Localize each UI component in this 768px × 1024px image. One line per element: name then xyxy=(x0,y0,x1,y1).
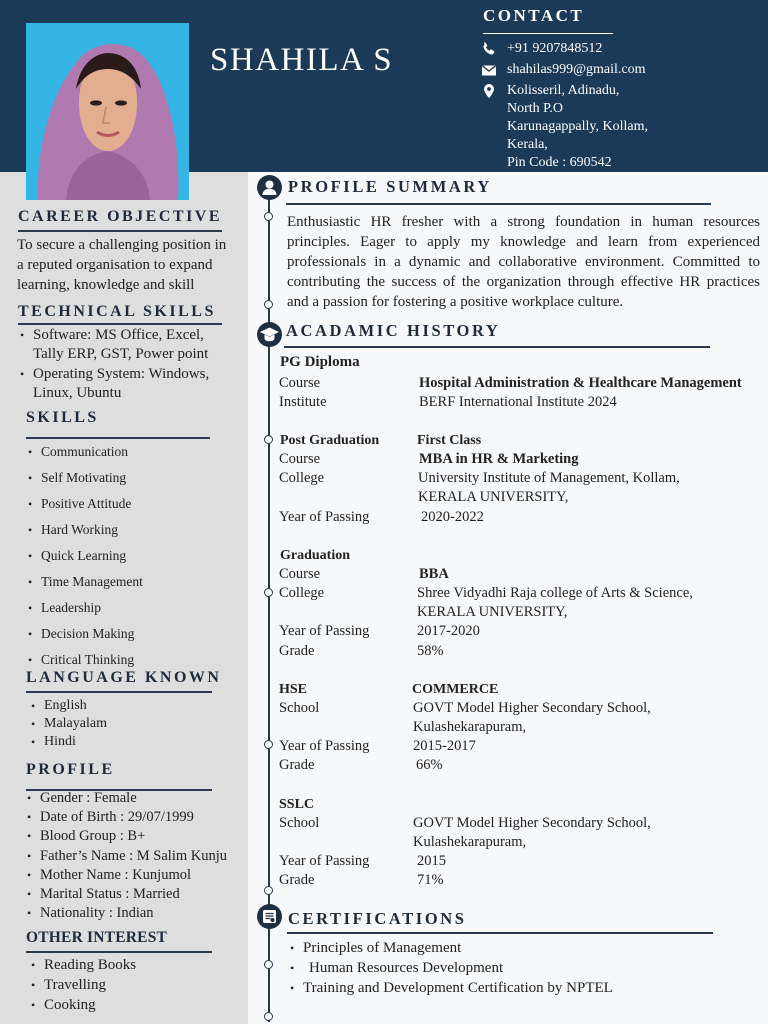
technical-skills-divider xyxy=(18,323,222,325)
pg-diploma-institute-label: Institute xyxy=(279,394,327,410)
graduation-college-label: College xyxy=(279,585,325,601)
mail-icon xyxy=(481,62,497,78)
list-item: • Human Resources Development xyxy=(289,958,613,978)
list-item: • Critical Thinking xyxy=(27,647,143,673)
school-line: Kulashekarapuram, xyxy=(413,719,527,735)
graduation-grade: 58% xyxy=(417,643,444,659)
list-item xyxy=(19,326,209,364)
list-item: • Communication xyxy=(27,439,143,465)
sslc-school xyxy=(413,814,651,852)
post-graduation-heading: Post Graduation xyxy=(280,433,380,448)
candidate-name: SHAHILA S xyxy=(210,42,394,78)
certificate-icon xyxy=(257,904,282,929)
career-objective-divider xyxy=(18,230,222,232)
phone-number: +91 9207848512 xyxy=(507,41,603,56)
career-objective-line: learning, knowledge and skill xyxy=(17,277,195,293)
person-icon xyxy=(257,175,282,200)
address-line: North P.O xyxy=(507,101,564,116)
graduation-college xyxy=(417,584,693,622)
graduation-grade-label: Grade xyxy=(279,643,315,659)
list-item: • Positive Attitude xyxy=(27,491,143,517)
hse-heading: HSE xyxy=(279,682,308,697)
pg-diploma-course: Hospital Administration & Healthcare Management xyxy=(419,375,742,391)
list-item: • Hindi xyxy=(30,733,107,751)
list-item: • Nationality : Indian xyxy=(26,904,227,923)
list-item: • Travelling xyxy=(30,975,136,995)
address-line: Karunagappally, Kollam, xyxy=(507,119,648,134)
career-objective-line: a reputed organisation to expand xyxy=(17,257,213,273)
hse-school xyxy=(413,699,651,737)
portrait-illustration xyxy=(26,23,189,200)
school-line: GOVT Model Higher Secondary School, xyxy=(413,700,651,716)
career-objective-text xyxy=(17,235,226,295)
timeline-line xyxy=(268,196,270,1022)
contact-heading: CONTACT xyxy=(483,6,585,25)
graduation-year: 2017-2020 xyxy=(417,623,480,639)
list-item xyxy=(19,365,209,403)
graduation-course-label: Course xyxy=(279,566,321,582)
timeline-node xyxy=(264,960,273,969)
sslc-school-label: School xyxy=(279,815,320,831)
location-pin-icon xyxy=(481,83,497,99)
profile-summary-divider xyxy=(286,203,711,205)
post-graduation-course: MBA in HR & Marketing xyxy=(419,451,579,467)
list-item: • Blood Group : B+ xyxy=(26,827,227,846)
graduation-cap-icon xyxy=(257,322,282,347)
list-item: • Hard Working xyxy=(27,517,143,543)
timeline-node xyxy=(264,1012,273,1021)
timeline-node xyxy=(264,300,273,309)
phone-icon xyxy=(481,41,497,57)
sslc-grade: 71% xyxy=(417,872,444,888)
list-item: • Gender : Female xyxy=(26,789,227,808)
academic-history-divider xyxy=(284,346,710,348)
timeline-node xyxy=(264,588,273,597)
address-block xyxy=(507,82,648,172)
skills-heading: SKILLS xyxy=(26,409,99,426)
address-line: Kerala, xyxy=(507,137,548,152)
list-item: • Quick Learning xyxy=(27,543,143,569)
timeline-node xyxy=(264,212,273,221)
certifications-list xyxy=(289,938,613,998)
skill-line: • Software: MS Office, Excel, xyxy=(33,327,204,343)
languages-divider xyxy=(26,691,212,693)
sslc-year: 2015 xyxy=(417,853,446,869)
list-item: • Decision Making xyxy=(27,621,143,647)
other-interest-heading: OTHER INTEREST xyxy=(26,929,168,946)
certifications-divider xyxy=(287,932,713,934)
list-item: • Leadership xyxy=(27,595,143,621)
sslc-grade-label: Grade xyxy=(279,872,315,888)
sslc-year-label: Year of Passing xyxy=(279,853,370,869)
college-line: KERALA UNIVERSITY, xyxy=(417,604,568,620)
college-line: University Institute of Management, Kollam, xyxy=(418,470,680,486)
list-item: • Marital Status : Married xyxy=(26,885,227,904)
hse-year-label: Year of Passing xyxy=(279,738,370,754)
sslc-heading: SSLC xyxy=(279,797,315,812)
graduation-year-label: Year of Passing xyxy=(279,623,370,639)
graduation-heading: Graduation xyxy=(280,548,351,563)
timeline-node xyxy=(264,886,273,895)
post-graduation-class: First Class xyxy=(417,433,482,448)
post-graduation-college-label: College xyxy=(279,470,325,486)
pg-diploma-heading: PG Diploma xyxy=(280,354,360,370)
post-graduation-year: 2020-2022 xyxy=(421,509,484,525)
academic-history-heading: ACADAMIC HISTORY xyxy=(286,321,501,340)
profile-summary-heading: PROFILE SUMMARY xyxy=(288,177,492,196)
school-line: GOVT Model Higher Secondary School, xyxy=(413,815,651,831)
hse-school-label: School xyxy=(279,700,320,716)
post-graduation-course-label: Course xyxy=(279,451,321,467)
email-address: shahilas999@gmail.com xyxy=(507,62,646,77)
list-item: • Training and Development Certification by NPTEL xyxy=(289,978,613,998)
hse-year: 2015-2017 xyxy=(413,738,476,754)
timeline-node xyxy=(264,435,273,444)
list-item: • Principles of Management xyxy=(289,938,613,958)
post-graduation-college xyxy=(418,469,680,507)
hse-grade-label: Grade xyxy=(279,757,315,773)
list-item: • Self Motivating xyxy=(27,465,143,491)
contact-divider xyxy=(483,33,613,34)
college-line: Shree Vidyadhi Raja college of Arts & Science, xyxy=(417,585,693,601)
skills-list xyxy=(27,439,143,673)
hse-stream: COMMERCE xyxy=(412,682,499,697)
address-line: Kolisseril, Adinadu, xyxy=(507,83,620,98)
list-item: • Reading Books xyxy=(30,955,136,975)
skill-line: Tally ERP, GST, Power point xyxy=(33,346,209,362)
skill-line: Linux, Ubuntu xyxy=(33,385,122,401)
list-item: • Malayalam xyxy=(30,715,107,733)
technical-skills-heading: TECHNICAL SKILLS xyxy=(18,303,216,320)
pg-diploma-institute: BERF International Institute 2024 xyxy=(419,394,617,410)
profile-heading: PROFILE xyxy=(26,761,115,778)
certifications-heading: CERTIFICATIONS xyxy=(288,909,467,928)
languages-list xyxy=(30,697,107,751)
graduation-course: BBA xyxy=(419,566,449,582)
list-item: • English xyxy=(30,697,107,715)
list-item: • Cooking xyxy=(30,995,136,1015)
profile-summary-text: Enthusiastic HR fresher with a strong foundation in human resources principles. Eager to apply my knowledge and learn from experienced professionals in a dynamic and collaborative environment. Committed to contributing the success of the organization through effective HR practices and a passion for fostering a positive workplace culture. xyxy=(287,214,760,310)
profile-list xyxy=(26,789,227,923)
post-graduation-year-label: Year of Passing xyxy=(279,509,370,525)
list-item: • Mother Name : Kunjumol xyxy=(26,866,227,885)
interests-list xyxy=(30,955,136,1015)
languages-heading: LANGUAGE KNOWN xyxy=(26,669,222,686)
career-objective-line: To secure a challenging position in xyxy=(17,237,227,253)
profile-photo xyxy=(26,23,189,200)
career-objective-heading: CAREER OBJECTIVE xyxy=(18,208,223,225)
other-interest-divider xyxy=(26,951,212,953)
list-item: • Date of Birth : 29/07/1999 xyxy=(26,808,227,827)
college-line: KERALA UNIVERSITY, xyxy=(418,489,569,505)
timeline-node xyxy=(264,740,273,749)
skill-line: • Operating System: Windows, xyxy=(33,366,210,382)
school-line: Kulashekarapuram, xyxy=(413,834,527,850)
address-line: Pin Code : 690542 xyxy=(507,155,612,170)
sidebar xyxy=(0,172,248,1024)
hse-grade: 66% xyxy=(416,757,443,773)
list-item: • Father’s Name : M Salim Kunju xyxy=(26,847,227,866)
technical-skills-list xyxy=(19,326,209,403)
list-item: • Time Management xyxy=(27,569,143,595)
pg-diploma-course-label: Course xyxy=(279,375,321,391)
